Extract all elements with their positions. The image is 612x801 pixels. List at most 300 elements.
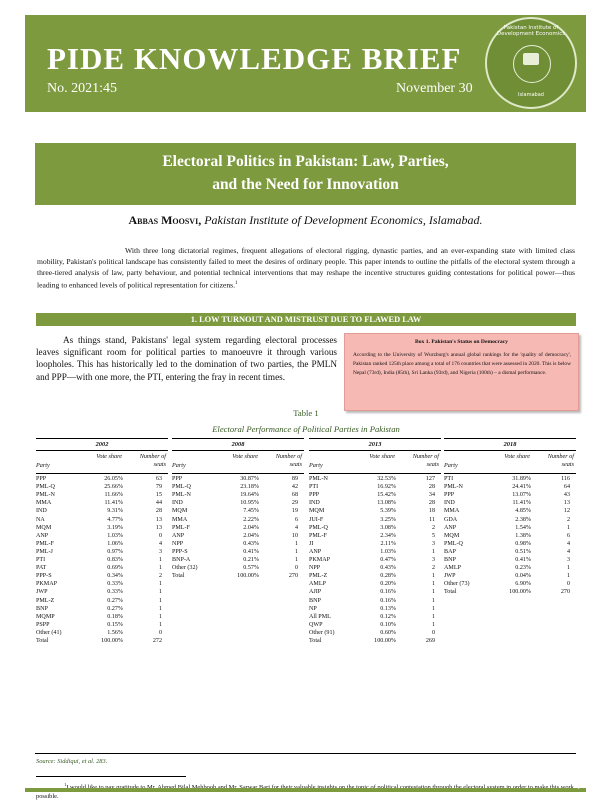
cell-party: PML-Q [172,484,191,491]
cell-party: NPP [309,565,321,572]
cell-party: MQM [172,508,188,515]
table-row [172,532,304,540]
table-row [36,524,168,532]
cell-vote-share: 3.19% [107,524,123,531]
table-row [309,499,441,507]
cell-vote-share: 24.41% [512,484,531,491]
cell-party: PML-N [444,484,463,491]
abstract [37,245,575,291]
cell-seats: 1 [158,621,162,628]
cell-seats: 1 [431,597,435,604]
table-row [309,516,441,524]
cell-party: PML-N [172,492,191,499]
cell-party: PML-Q [36,484,55,491]
cell-seats: 1 [158,565,162,572]
table-row [36,475,168,483]
table-row [36,564,168,572]
cell-vote-share: 11.41% [104,500,123,507]
cell-seats: 18 [428,508,435,515]
cell-party: QWP [309,621,323,628]
cell-party: PML-N [36,492,55,499]
cell-vote-share: 6.90% [515,581,531,588]
table-row [172,491,304,499]
cell-seats: 11 [429,516,435,523]
cell-party: PAT [36,565,47,572]
table-year-header: 2013 [368,441,382,448]
cell-vote-share: 0.15% [107,621,123,628]
cell-seats: 3 [566,557,570,563]
cell-party: PPP-S [172,548,188,555]
table-row [36,516,168,524]
table-row [36,621,168,629]
cell-party: PML-N [309,476,328,482]
section-heading: 1. LOW TURNOUT AND MISTRUST DUE TO FLAWED LAW [36,313,576,326]
table-header-bottom-rule [309,473,441,474]
cell-vote-share: 31.89% [512,476,531,482]
brief-title: PIDE KNOWLEDGE BRIEF [47,41,462,76]
abstract-footnote-mark[interactable]: 1 [235,281,238,287]
table-block-2008 [172,438,304,580]
seal-emblem-icon [523,53,539,65]
table-row [444,572,576,580]
box-body: According to the University of Wurzburg's annual global rankings for the 'quality of democracy', Pakistan ranked 125th place among a total of 176 countries that were assessed in 2020. This is below Nepal (73rd), India (85th), Sri Lanka (93rd), and Nigeria (100th) – a dismal performance. [353,352,571,376]
cell-party: PML-F [172,524,190,531]
article-title-line1: Electoral Politics in Pakistan: Law, Parties, [162,153,449,170]
cell-party: PPP [172,476,183,482]
table-row [36,605,168,613]
cell-party: Other (41) [36,629,62,636]
cell-vote-share: 0.16% [380,589,396,596]
cell-party: IND [444,500,455,507]
seal-ring-text: Pakistan Institute of Development Economics [496,25,566,37]
table-row [444,491,576,499]
table-row [36,613,168,621]
cell-seats: 269 [425,638,435,644]
cell-seats: 2 [158,573,162,580]
cell-party: PPP [309,492,320,499]
cell-seats: 1 [158,613,162,620]
cell-vote-share: 2.04% [243,532,259,539]
author-name: Abbas Moosvi, [128,213,202,227]
table-header-rule [444,450,576,451]
table-row [309,621,441,629]
cell-party: IND [36,508,47,515]
cell-vote-share: 0.12% [380,613,396,620]
cell-party: PML-Q [444,540,463,547]
abstract-text: With three long dictatorial regimes, frequent allegations of electoral rigging, dynastic parties, and an ever-expanding state with limited class mobility, Pakistan's political landscape has consistently failed to meet the desires of ordinary people. This paper intends to outline the pitfalls of the electoral system through a three-tiered analysis of law, party behaviour, and potential technical interventions that may reshape the incentive structures guiding contestations for political power—thus leading to enhanced levels of political representation for citizens. [37,246,575,290]
cell-seats: 3 [431,540,435,547]
cell-vote-share: 32.53% [377,476,396,482]
cell-party: Total [444,589,457,596]
author-line [35,213,576,228]
page-number-bar [25,785,586,792]
table-row [309,556,441,564]
column-header-vote-share: Vote share [504,453,530,460]
table-row [172,540,304,548]
cell-seats: 1 [566,524,570,531]
cell-vote-share: 30.87% [240,476,259,482]
table-row [36,572,168,580]
cell-seats: 270 [288,573,298,580]
cell-vote-share: 2.34% [380,532,396,539]
cell-seats: 6 [294,516,298,523]
cell-party: NA [36,516,45,523]
cell-seats: 1 [158,589,162,596]
cell-seats: 6 [566,532,570,539]
column-header-seats: Number of seats [275,453,302,468]
table-row [36,588,168,596]
column-header-seats: Number of seats [412,453,439,468]
cell-seats: 270 [560,589,570,596]
cell-seats: 1 [431,621,435,628]
cell-seats: 4 [566,540,570,547]
cell-party: AMLP [309,581,326,588]
column-header-vote-share: Vote share [232,453,258,460]
cell-vote-share: 0.41% [515,557,531,563]
cell-seats: 2 [431,524,435,531]
cell-party: Other (73) [444,581,470,588]
cell-seats: 2 [566,516,570,523]
box-title: Box 1. Pakistan's Status on Democracy [415,339,508,345]
cell-party: MMA [172,516,188,523]
cell-party: GDA [444,516,458,523]
cell-party: PKMAP [36,581,57,588]
cell-seats: 63 [155,476,162,482]
table-row [444,540,576,548]
cell-vote-share: 0.43% [380,565,396,572]
cell-party: Other (91) [309,629,335,636]
cell-vote-share: 1.56% [107,629,123,636]
cell-seats: 0 [566,581,570,588]
cell-vote-share: 2.22% [243,516,259,523]
cell-seats: 28 [155,508,162,515]
column-header-seats: Number of seats [547,453,574,468]
cell-vote-share: 100.00% [101,638,123,644]
table-row [36,556,168,564]
table-row [36,629,168,637]
cell-seats: 13 [155,524,162,531]
cell-party: Other (32) [172,565,198,572]
table-header-rule [309,450,441,451]
cell-seats: 43 [563,492,570,499]
cell-seats: 1 [158,581,162,588]
cell-party: IND [172,500,183,507]
cell-vote-share: 11.41% [512,500,531,507]
cell-party: BNP [36,605,48,612]
cell-vote-share: 0.69% [107,565,123,572]
table-row [309,613,441,621]
column-header-party: Party [309,462,323,469]
cell-party: MQM [444,532,460,539]
table-row [309,637,441,645]
cell-vote-share: 0.13% [380,605,396,612]
cell-vote-share: 0.04% [515,573,531,580]
table-row [309,580,441,588]
cell-party: PPP [36,476,47,482]
table-row [172,556,304,564]
table-row [444,556,576,564]
table-row [444,524,576,532]
brief-date: November 30 [396,81,473,96]
cell-vote-share: 13.08% [377,500,396,507]
cell-vote-share: 2.11% [380,540,396,547]
cell-party: JUI-F [309,516,324,523]
cell-vote-share: 0.27% [107,597,123,604]
table-block-2002 [36,438,168,644]
table-row [36,540,168,548]
cell-vote-share: 100.00% [509,589,531,596]
box-democracy-status [344,333,579,411]
cell-seats: 3 [431,557,435,563]
cell-vote-share: 100.00% [237,573,259,580]
column-header-vote-share: Vote share [369,453,395,460]
cell-vote-share: 1.03% [107,532,123,539]
table-header-bottom-rule [36,473,168,474]
cell-seats: 0 [158,532,162,539]
table-row [36,597,168,605]
column-header-party: Party [444,462,458,469]
cell-vote-share: 23.18% [240,484,259,491]
table-row [444,483,576,491]
cell-vote-share: 0.20% [380,581,396,588]
cell-seats: 1 [431,605,435,612]
cell-vote-share: 7.45% [243,508,259,515]
cell-seats: 28 [428,484,435,491]
cell-seats: 1 [294,557,298,563]
table-row [172,483,304,491]
table-row [172,572,304,580]
cell-vote-share: 0.28% [380,573,396,580]
table-row [36,483,168,491]
cell-party: ANP [444,524,457,531]
cell-vote-share: 13.07% [512,492,531,499]
cell-seats: 13 [563,500,570,507]
cell-seats: 28 [428,500,435,507]
table-row [172,516,304,524]
cell-party: PPP-S [36,573,52,580]
cell-vote-share: 15.42% [377,492,396,499]
cell-seats: 1 [566,573,570,580]
cell-vote-share: 0.43% [243,540,259,547]
cell-party: BAP [444,548,456,555]
cell-party: MQMP [36,613,55,620]
table-row [172,564,304,572]
cell-seats: 34 [428,492,435,499]
cell-seats: 1 [431,573,435,580]
table-source: Source: Siddiqui, et al. 283. [36,758,108,765]
table-year-header: 2002 [95,441,109,448]
column-header-vote-share: Vote share [96,453,122,460]
table-row [444,507,576,515]
table-row [444,532,576,540]
cell-seats: 5 [431,532,435,539]
cell-vote-share: 0.23% [515,565,531,572]
cell-vote-share: 3.25% [380,516,396,523]
seal-city-text: Islamabad [518,92,544,98]
cell-vote-share: 3.08% [380,524,396,531]
cell-vote-share: 1.03% [380,548,396,555]
table-row [36,548,168,556]
column-header-party: Party [36,462,50,469]
cell-vote-share: 0.33% [107,581,123,588]
cell-seats: 1 [294,548,298,555]
table-year-header: 2018 [503,441,517,448]
table-row [309,588,441,596]
cell-seats: 19 [291,508,298,515]
table-bottom-rule [35,753,576,754]
cell-party: BNP-A [172,557,191,563]
cell-vote-share: 4.85% [515,508,531,515]
table-row [444,580,576,588]
table-row [309,564,441,572]
table-block-2018 [444,438,576,596]
cell-party: MMA [444,508,460,515]
table-header-bottom-rule [172,473,304,474]
table-block-2013 [309,438,441,644]
pide-seal-logo [485,17,577,109]
cell-party: PML-F [309,532,327,539]
cell-party: PML-J [36,548,53,555]
cell-vote-share: 0.47% [380,557,396,563]
cell-party: MQM [309,508,325,515]
cell-seats: 1 [431,581,435,588]
cell-vote-share: 0.41% [243,548,259,555]
footnote-rule [36,776,186,777]
cell-party: Total [36,638,49,644]
cell-party: BNP [309,597,321,604]
table-row [36,507,168,515]
cell-seats: 29 [291,500,298,507]
cell-seats: 0 [431,629,435,636]
cell-vote-share: 19.64% [240,492,259,499]
cell-seats: 3 [158,548,162,555]
cell-vote-share: 2.04% [243,524,259,531]
table-row [172,475,304,483]
cell-seats: 127 [425,476,435,482]
cell-vote-share: 25.66% [104,484,123,491]
page-number: 1 [577,785,580,791]
table-row [309,491,441,499]
cell-seats: 15 [155,492,162,499]
cell-party: NP [309,605,317,612]
cell-vote-share: 0.34% [107,573,123,580]
cell-party: MMA [36,500,52,507]
cell-party: JWP [36,589,48,596]
cell-vote-share: 5.39% [380,508,396,515]
table-row [309,507,441,515]
table-header-rule [172,450,304,451]
cell-seats: 0 [294,565,298,572]
cell-seats: 1 [158,605,162,612]
cell-party: AMLP [444,565,461,572]
cell-seats: 12 [563,508,570,515]
table-row [444,475,576,483]
cell-party: MQM [36,524,52,531]
table-row [36,499,168,507]
intro-paragraph: As things stand, Pakistans' legal system regarding electoral processes leaves significant room for political parties to manoeuvre it through various loopholes. This has historically led to the domination of two parties, the PMLN and PPP—with one more, the PTI, entering the fray in recent times. [36,335,337,382]
cell-seats: 10 [291,532,298,539]
cell-party: PML-F [36,540,54,547]
cell-vote-share: 16.92% [377,484,396,491]
footnote-mark: 1 [64,782,67,787]
table-row [444,588,576,596]
cell-party: All PML [309,613,331,620]
cell-vote-share: 0.18% [107,613,123,620]
cell-seats: 2 [431,565,435,572]
table-row [36,532,168,540]
table-row [309,605,441,613]
column-header-party: Party [172,462,186,469]
cell-seats: 4 [566,548,570,555]
cell-vote-share: 4.77% [107,516,123,523]
article-title-line2: and the Need for Innovation [212,176,399,193]
cell-vote-share: 26.05% [104,476,123,482]
cell-seats: 0 [158,629,162,636]
cell-vote-share: 9.31% [107,508,123,515]
cell-party: PML-Z [36,597,55,604]
cell-party: PKMAP [309,557,330,563]
cell-party: PSPP [36,621,50,628]
cell-seats: 89 [291,476,298,482]
cell-vote-share: 0.57% [243,565,259,572]
cell-vote-share: 0.33% [107,589,123,596]
cell-seats: 1 [431,613,435,620]
table-row [309,548,441,556]
cell-party: ANP [309,548,322,555]
cell-seats: 4 [158,540,162,547]
table-row [309,483,441,491]
cell-party: ANP [172,532,185,539]
cell-seats: 272 [152,638,162,644]
table-row [444,564,576,572]
brief-header [25,15,586,112]
cell-party: PTI [444,476,454,482]
cell-vote-share: 0.98% [515,540,531,547]
table-row [309,629,441,637]
table-row [172,548,304,556]
author-affiliation: Pakistan Institute of Development Economics, Islamabad. [204,213,483,227]
table-caption: Table 1 [293,408,319,418]
table-row [309,572,441,580]
table-row [309,597,441,605]
table-row [444,499,576,507]
table-row [309,532,441,540]
table-row [36,491,168,499]
cell-vote-share: 10.95% [240,500,259,507]
cell-seats: 1 [158,597,162,604]
cell-party: PML-Q [309,524,328,531]
cell-vote-share: 0.10% [380,621,396,628]
cell-seats: 4 [294,524,298,531]
cell-vote-share: 1.54% [515,524,531,531]
cell-seats: 1 [158,557,162,563]
cell-seats: 64 [563,484,570,491]
cell-party: JI [309,540,314,547]
cell-seats: 1 [431,548,435,555]
table-row [444,548,576,556]
cell-party: PML-Z [309,573,328,580]
cell-party: Total [309,638,322,644]
cell-vote-share: 2.38% [515,516,531,523]
cell-party: PTI [36,557,46,563]
cell-seats: 13 [155,516,162,523]
cell-seats: 68 [291,492,298,499]
cell-party: Total [172,573,185,580]
table-row [172,524,304,532]
cell-vote-share: 0.16% [380,597,396,604]
cell-party: AJIP [309,589,322,596]
article-title-band [35,143,576,205]
